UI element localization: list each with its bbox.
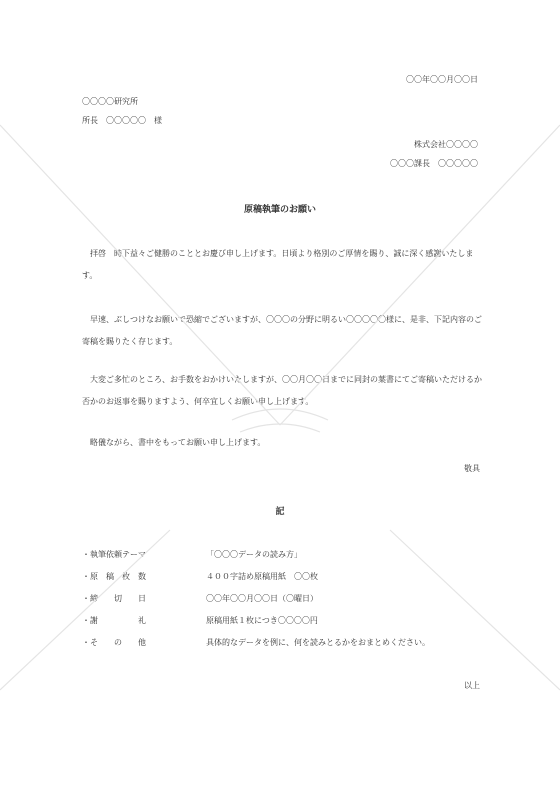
item-label: ・謝 礼 — [82, 616, 146, 625]
closing-salutation: 敬具 — [464, 464, 480, 473]
item-label: ・執筆依頼テーマ — [82, 550, 146, 559]
item-value: 「〇〇〇データの読み方」 — [206, 550, 302, 559]
greeting-paragraph: 拝啓 時下益々ご健勝のこととお慶び申し上げます。日頃より格別のご厚情を賜り、誠に深く感謝いたします。 — [82, 249, 474, 280]
ki-heading: 記 — [275, 507, 285, 517]
recipient-name: 所長 〇〇〇〇〇 様 — [82, 116, 162, 125]
sender-company: 株式会社〇〇〇〇 — [414, 140, 478, 149]
item-label: ・そ の 他 — [82, 638, 146, 647]
detail-list — [82, 549, 482, 659]
end-mark: 以上 — [464, 681, 480, 690]
item-value: 具体的なデータを例に、何を読みとるかをおまとめください。 — [206, 638, 430, 647]
sender-name: 〇〇〇課長 〇〇〇〇〇 — [390, 159, 478, 168]
request-paragraph: 早速、ぶしつけなお願いで恐縮でございますが、〇〇〇の分野に明るい〇〇〇〇〇様に、是非、下記内容のご寄稿を賜りたく存じます。 — [82, 315, 482, 346]
letter-date: 〇〇年〇〇月〇〇日 — [406, 75, 478, 84]
closing-paragraph: 略儀ながら、書中をもってお願い申し上げます。 — [90, 438, 266, 447]
list-item — [82, 615, 482, 637]
document-title: 原稿執筆のお願い — [243, 205, 316, 215]
item-label: ・締 切 日 — [82, 594, 146, 603]
item-label: ・原 稿 枚 数 — [82, 572, 146, 581]
list-item — [82, 571, 482, 593]
recipient-organization: 〇〇〇〇研究所 — [82, 97, 138, 106]
list-item — [82, 593, 482, 615]
item-value: ４００字詰め原稿用紙 〇〇枚 — [206, 572, 318, 581]
item-value: 〇〇年〇〇月〇〇日（〇曜日） — [206, 594, 318, 603]
item-value: 原稿用紙１枚につき〇〇〇〇円 — [206, 616, 318, 625]
list-item — [82, 637, 482, 659]
list-item — [82, 549, 482, 571]
reply-request-paragraph: 大変ご多忙のところ、お手数をおかけいたしますが、〇〇月〇〇日までに同封の葉書にてご寄稿いただけるか否かのお返事を賜りますよう、何卒宜しくお願い申し上げます。 — [82, 375, 482, 406]
